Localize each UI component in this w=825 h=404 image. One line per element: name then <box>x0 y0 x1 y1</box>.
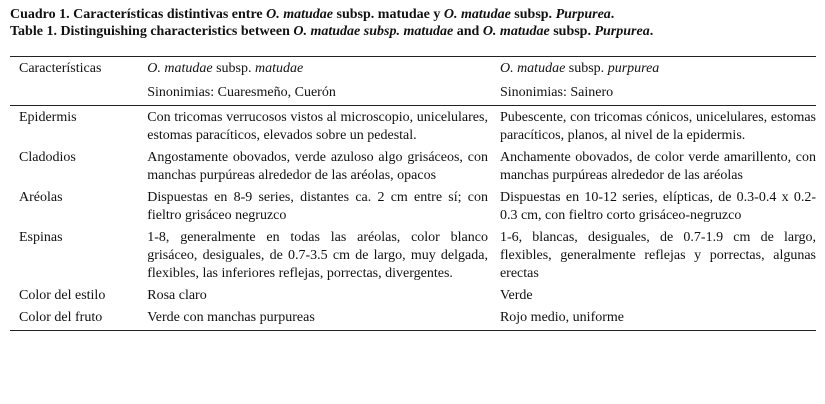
feature-cell: Color del estilo <box>19 288 106 303</box>
caption-en-join: and <box>453 24 483 39</box>
matudae-cell: Rosa claro <box>147 288 207 303</box>
table-row <box>10 145 816 185</box>
header-purpurea-subsp: subsp. <box>565 61 608 76</box>
header-purpurea-epithet: purpurea <box>607 61 660 76</box>
table-row <box>10 185 816 225</box>
purpurea-cell: 1-6, blancas, desiguales, de 0.7-1.9 cm de largo, flexibles, generalmente reflejas y porrectas, algunas erectas <box>499 230 816 281</box>
caption-es-prefix: Cuadro 1. Características distintivas entre <box>10 7 267 22</box>
caption-es-end: . <box>610 7 615 22</box>
matudae-cell: 1-8, generalmente en todas las aréolas, color blanco grisáceo, desiguales, de 0.7-3.5 cm de largo, muy delgada, flexibles, las inferiores reflejas, porrectas, divergentes. <box>147 230 488 281</box>
table-synonym-row <box>10 78 816 106</box>
header-characteristics: Características <box>10 57 147 79</box>
matudae-cell: Dispuestas en 8-9 series, distantes ca. 2 cm entre sí; con fieltro grisáceo negruzco <box>147 190 488 223</box>
table-row <box>10 305 816 331</box>
feature-cell: Espinas <box>19 230 63 245</box>
table-captions <box>10 6 815 40</box>
feature-cell: Cladodios <box>19 150 76 165</box>
table-row <box>10 283 816 305</box>
caption-en-taxon1: O. matudae subsp. matudae <box>293 24 454 39</box>
caption-en-taxon2: O. matudae <box>482 24 550 39</box>
purpurea-cell: Pubescente, con tricomas cónicos, unicelulares, estomas paracíticos, planos, al nivel de la epidermis. <box>499 110 816 143</box>
caption-es-join: y <box>429 7 444 22</box>
header-purpurea <box>500 57 816 79</box>
caption-es-taxon2: O. matudae <box>443 7 511 22</box>
purpurea-cell: Dispuestas en 10-12 series, elípticas, de 0.3-0.4 x 0.2-0.3 cm, con fieltro corto grisáceo-negruzco <box>499 190 816 223</box>
table-header-row <box>10 57 816 79</box>
synonym-empty-cell <box>10 78 147 106</box>
caption-en-end: . <box>649 24 654 39</box>
purpurea-cell: Verde <box>499 288 533 303</box>
caption-es-mid2: subsp. <box>510 7 556 22</box>
table-row <box>10 106 816 146</box>
matudae-cell: Angostamente obovados, verde azuloso algo grisáceos, con manchas purpúreas alrededor de las aréolas, opacos <box>147 150 488 183</box>
header-matudae <box>147 57 500 79</box>
matudae-cell: Verde con manchas purpureas <box>147 305 500 331</box>
caption-es-taxon1b: matudae <box>377 7 430 22</box>
header-matudae-epithet: matudae <box>254 61 304 76</box>
caption-en-mid: subsp. <box>549 24 595 39</box>
header-matudae-species: O. matudae <box>147 61 213 76</box>
header-purpurea-species: O. matudae <box>499 61 566 76</box>
caption-en-taxon2b: Purpurea <box>594 24 650 39</box>
caption-es-taxon1: O. matudae <box>266 7 334 22</box>
caption-spanish <box>10 6 815 23</box>
synonyms-matudae: Sinonimias: Cuaresmeño, Cuerón <box>147 78 500 106</box>
purpurea-cell: Rojo medio, uniforme <box>500 305 816 331</box>
caption-en-prefix: Table 1. Distinguishing characteristics between <box>10 24 294 39</box>
purpurea-cell: Anchamente obovados, de color verde amarillento, con manchas purpúreas alrededor de las aréolas <box>499 150 816 183</box>
caption-english <box>10 23 815 40</box>
characteristics-table <box>10 56 816 331</box>
matudae-cell: Con tricomas verrucosos vistos al microscopio, unicelulares, estomas paracíticos, elevados sobre un pedestal. <box>147 110 488 143</box>
table-row <box>10 225 816 283</box>
feature-cell: Aréolas <box>19 190 63 205</box>
header-matudae-subsp: subsp. <box>212 61 255 76</box>
synonyms-purpurea: Sinonimias: Sainero <box>500 78 816 106</box>
feature-cell: Color del fruto <box>10 305 147 331</box>
feature-cell: Epidermis <box>19 110 77 125</box>
caption-es-mid: subsp. <box>333 7 378 22</box>
caption-es-taxon2b: Purpurea <box>555 7 611 22</box>
